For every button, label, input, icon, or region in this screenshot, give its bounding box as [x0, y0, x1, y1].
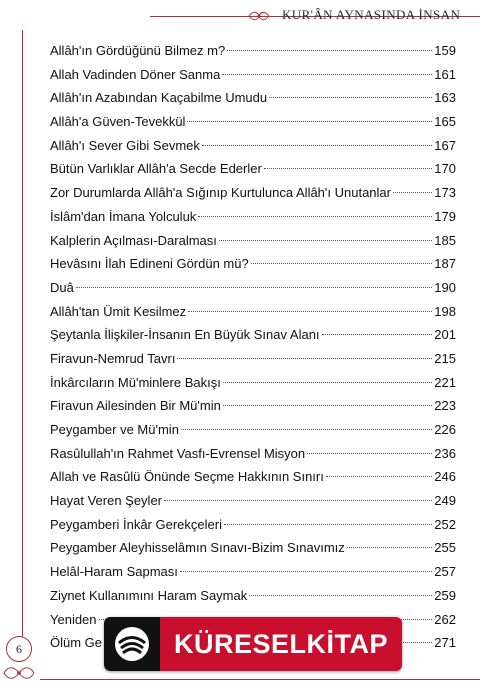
toc-entry: [50, 276, 456, 300]
toc-entry-page: 161: [434, 66, 456, 82]
toc-entry-title: Allâh'ın Azabından Kaçabilme Umudu: [50, 90, 268, 106]
toc-entry-title: Bütün Varlıklar Allâh'a Secde Ederler: [50, 161, 262, 177]
toc-entry: [50, 229, 456, 253]
toc-entry-page: 198: [434, 303, 456, 319]
toc-entry-page: 271: [434, 635, 456, 651]
toc-leader-dots: [164, 500, 432, 501]
toc-entry-page: 221: [434, 374, 456, 390]
toc-entry-page: 201: [434, 327, 456, 343]
toc-leader-dots: [198, 216, 432, 217]
toc-entry-title: Ölüm Ge: [50, 635, 103, 651]
watermark-badge: [104, 617, 402, 671]
toc-entry-page: 173: [434, 185, 456, 201]
toc-entry-title: Hayat Veren Şeyler: [50, 493, 163, 509]
toc-entry: [50, 110, 456, 134]
toc-entry-title: İnkârcıların Mü'minlere Bakışı: [50, 374, 221, 390]
toc-leader-dots: [269, 97, 432, 98]
toc-entry: [50, 157, 456, 181]
margin-rule: [22, 30, 23, 656]
toc-entry-title: Peygamber Aleyhisselâmın Sınavı-Bizim Sınavımız: [50, 540, 345, 556]
toc-entry-title: Firavun Ailesinden Bir Mü'min: [50, 398, 221, 414]
toc-entry-page: 167: [434, 137, 456, 153]
toc-entry-page: 185: [434, 232, 456, 248]
toc-entry-title: Yeniden: [50, 611, 97, 627]
toc-entry: [50, 347, 456, 371]
toc-entry: [50, 513, 456, 537]
toc-entry: [50, 442, 456, 466]
toc-entry-page: 252: [434, 516, 456, 532]
toc-entry-page: 257: [434, 564, 456, 580]
toc-entry-page: 215: [434, 350, 456, 366]
toc-leader-dots: [76, 287, 432, 288]
toc-entry: [50, 418, 456, 442]
toc-entry-page: 159: [434, 43, 456, 58]
toc-leader-dots: [187, 121, 432, 122]
toc-entry: [50, 181, 456, 205]
toc-entry-page: 179: [434, 208, 456, 224]
toc-leader-dots: [222, 74, 432, 75]
corner-ornament-icon: [2, 664, 36, 682]
toc-entry-page: 262: [434, 611, 456, 627]
toc-leader-dots: [347, 547, 433, 548]
page-number: 6: [6, 636, 32, 662]
toc-entry-page: 165: [434, 114, 456, 130]
toc-entry: [50, 205, 456, 229]
toc-entry-page: 163: [434, 90, 456, 106]
toc-entry-page: 226: [434, 422, 456, 437]
toc-entry-page: 246: [434, 469, 456, 485]
toc-leader-dots: [322, 334, 433, 335]
footer-rule: [40, 679, 480, 680]
toc-leader-dots: [180, 571, 432, 572]
toc-entry: [50, 86, 456, 110]
toc-entry: [50, 252, 456, 276]
toc-entry: [50, 63, 456, 87]
toc-entry-page: 223: [434, 398, 456, 414]
toc-leader-dots: [307, 453, 432, 454]
toc-entry: [50, 394, 456, 418]
toc-entry-title: Kalplerin Açılması-Daralması: [50, 232, 217, 248]
toc-entry-page: 187: [434, 256, 456, 272]
toc-entry-page: 259: [434, 587, 456, 603]
toc-leader-dots: [249, 595, 432, 596]
toc-leader-dots: [188, 311, 432, 312]
toc-entry-title: Allâh'a Güven-Tevekkül: [50, 114, 186, 130]
toc-leader-dots: [223, 405, 432, 406]
toc-leader-dots: [219, 240, 432, 241]
toc-entry-page: 190: [434, 279, 456, 295]
toc-leader-dots: [224, 524, 432, 525]
toc-entry-page: 236: [434, 445, 456, 461]
toc-leader-dots: [264, 168, 432, 169]
toc-entry-title: Allah ve Rasûlü Önünde Seçme Hakkının Sınırı: [50, 469, 324, 485]
toc-entry-title: Şeytanla İlişkiler-İnsanın En Büyük Sınav Alanı: [50, 327, 320, 343]
toc-leader-dots: [326, 476, 432, 477]
toc-leader-dots: [181, 429, 432, 430]
toc-leader-dots: [251, 263, 433, 264]
toc-entry-title: Ziynet Kullanımını Haram Saymak: [50, 587, 248, 603]
toc-entry-title: Rasûlullah'ın Rahmet Vasfı-Evrensel Misyon: [50, 445, 306, 461]
toc-entry: [50, 584, 456, 608]
toc-entry: [50, 560, 456, 584]
toc-entry: [50, 489, 456, 513]
toc-entry: [50, 371, 456, 395]
toc-entry: [50, 465, 456, 489]
running-header-title: KUR'ÂN AYNASINDA İNSAN: [282, 7, 461, 22]
toc-entry-title: Peygamberi İnkâr Gerekçeleri: [50, 516, 222, 532]
brand-name: KÜRESELKİTAP: [160, 617, 402, 671]
toc-entry-title: Zor Durumlarda Allâh'a Sığınıp Kurtulunca Allâh'ı Unutanlar: [50, 185, 391, 201]
ornament-icon: [248, 10, 270, 22]
toc-entry-title: Duâ: [50, 279, 74, 295]
toc-entry-page: 249: [434, 493, 456, 509]
toc-leader-dots: [393, 192, 432, 193]
toc-entry: [50, 39, 456, 63]
toc-leader-dots: [177, 358, 432, 359]
toc-entry-title: Allâh'ın Gördüğünü Bilmez m?: [50, 43, 226, 58]
toc-entry-title: Helâl-Haram Sapması: [50, 564, 178, 580]
toc-entry-title: Hevâsını İlah Edineni Gördün mü?: [50, 256, 249, 272]
toc-entry-title: Allâh'ı Sever Gibi Sevmek: [50, 137, 200, 153]
toc-entry: [50, 300, 456, 324]
toc-entry-title: Peygamber ve Mü'min: [50, 422, 179, 437]
toc-entry: [50, 323, 456, 347]
toc-entry-page: 170: [434, 161, 456, 177]
toc-entry-title: Firavun-Nemrud Tavrı: [50, 350, 176, 366]
toc-entry-page: 255: [434, 540, 456, 556]
toc-entry-title: İslâm'dan İmana Yolculuk: [50, 208, 197, 224]
toc-leader-dots: [227, 50, 432, 51]
toc-leader-dots: [202, 145, 432, 146]
toc-entry-title: Allâh'tan Ümit Kesilmez: [50, 303, 187, 319]
toc-entry-title: Allah Vadinden Döner Sanma: [50, 66, 221, 82]
table-of-contents: [50, 39, 456, 655]
brand-logo-icon: [104, 617, 160, 671]
toc-entry: [50, 134, 456, 158]
toc-entry: [50, 536, 456, 560]
toc-leader-dots: [223, 382, 432, 383]
